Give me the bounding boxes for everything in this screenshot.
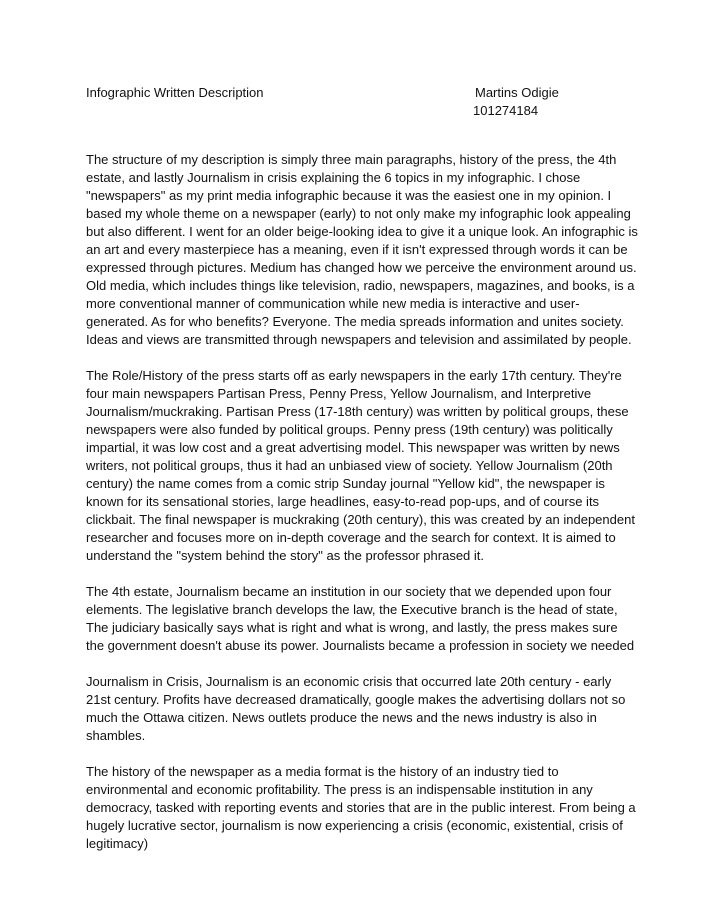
text-line: the government doesn't abuse its power. Journalists became a profession in society we needed xyxy=(86,638,635,653)
text-line: The structure of my description is simply three main paragraphs, history of the press, the 4th xyxy=(86,152,617,167)
student-id: 101274184 xyxy=(473,103,539,118)
text-line: The judiciary basically says what is right and what is wrong, and lastly, the press makes sure xyxy=(86,620,618,635)
text-line: shambles. xyxy=(86,728,146,743)
paragraph-fourth-estate xyxy=(86,583,646,655)
text-line: four main newspapers Partisan Press, Penny Press, Yellow Journalism, and Interpretive xyxy=(86,386,592,401)
text-line: legitimacy) xyxy=(86,836,149,851)
document-body xyxy=(86,151,646,871)
author-name: Martins Odigie xyxy=(475,85,559,100)
text-line: century) the name comes from a comic strip Sunday journal "Yellow kid", the newspaper is xyxy=(86,476,605,491)
text-line: researcher and focuses more on in-depth coverage and the search for context. It is aimed to xyxy=(86,530,616,545)
text-line: newspapers were also funded by political groups. Penny press (19th century) was politically xyxy=(86,422,613,437)
text-line: elements. The legislative branch develops the law, the Executive branch is the head of state, xyxy=(86,602,618,617)
text-line: hugely lucrative sector, journalism is now experiencing a crisis (economic, existential, crisis of xyxy=(86,818,623,833)
text-line: Old media, which includes things like television, radio, newspapers, magazines, and books, is a xyxy=(86,278,635,293)
text-line: clickbait. The final newspaper is muckraking (20th century), this was created by an independent xyxy=(86,512,635,527)
text-line: The 4th estate, Journalism became an institution in our society that we depended upon four xyxy=(86,584,612,599)
text-line: but also different. I went for an older beige-looking idea to give it a unique look. An infographic is xyxy=(86,224,638,239)
paragraph-journalism-in-crisis xyxy=(86,673,646,745)
document-title: Infographic Written Description xyxy=(86,85,264,100)
paragraph-intro xyxy=(86,151,646,349)
paragraph-conclusion xyxy=(86,763,646,853)
text-line: 21st century. Profits have decreased dramatically, google makes the advertising dollars not so xyxy=(86,692,626,707)
text-line: The Role/History of the press starts off as early newspapers in the early 17th century. They're xyxy=(86,368,622,383)
text-line: Journalism in Crisis, Journalism is an economic crisis that occurred late 20th century - early xyxy=(86,674,612,689)
paragraph-history-of-press xyxy=(86,367,646,565)
text-line: more conventional manner of communication while new media is interactive and user- xyxy=(86,296,580,311)
text-line: environmental and economic profitability. The press is an indispensable institution in any xyxy=(86,782,593,797)
text-line: estate, and lastly Journalism in crisis explaining the 6 topics in my infographic. I chose xyxy=(86,170,581,185)
text-line: known for its sensational stories, large headlines, easy-to-read pop-ups, and of course its xyxy=(86,494,600,509)
author-block xyxy=(473,84,559,120)
text-line: an art and every masterpiece has a meaning, even if it isn't expressed through words it can be xyxy=(86,242,628,257)
text-line: Journalism/muckraking. Partisan Press (17-18th century) was written by political groups, these xyxy=(86,404,629,419)
text-line: The history of the newspaper as a media format is the history of an industry tied to xyxy=(86,764,559,779)
text-line: based my whole theme on a newspaper (early) to not only make my infographic look appealing xyxy=(86,206,631,221)
text-line: understand the "system behind the story" as the professor phrased it. xyxy=(86,548,485,563)
text-line: generated. As for who benefits? Everyone. The media spreads information and unites society. xyxy=(86,314,624,329)
text-line: expressed through pictures. Medium has changed how we perceive the environment around us. xyxy=(86,260,637,275)
text-line: writers, not political groups, thus it had an unbiased view of society. Yellow Journalism (20th xyxy=(86,458,613,473)
text-line: Ideas and views are transmitted through newspapers and television and assimilated by people. xyxy=(86,332,632,347)
text-line: "newspapers" as my print media infographic because it was the easiest one in my opinion. I xyxy=(86,188,612,203)
text-line: impartial, it was low cost and a great advertising model. This newspaper was written by news xyxy=(86,440,620,455)
text-line: democracy, tasked with reporting events and stories that are in the public interest. From being a xyxy=(86,800,636,815)
text-line: much the Ottawa citizen. News outlets produce the news and the news industry is also in xyxy=(86,710,597,725)
